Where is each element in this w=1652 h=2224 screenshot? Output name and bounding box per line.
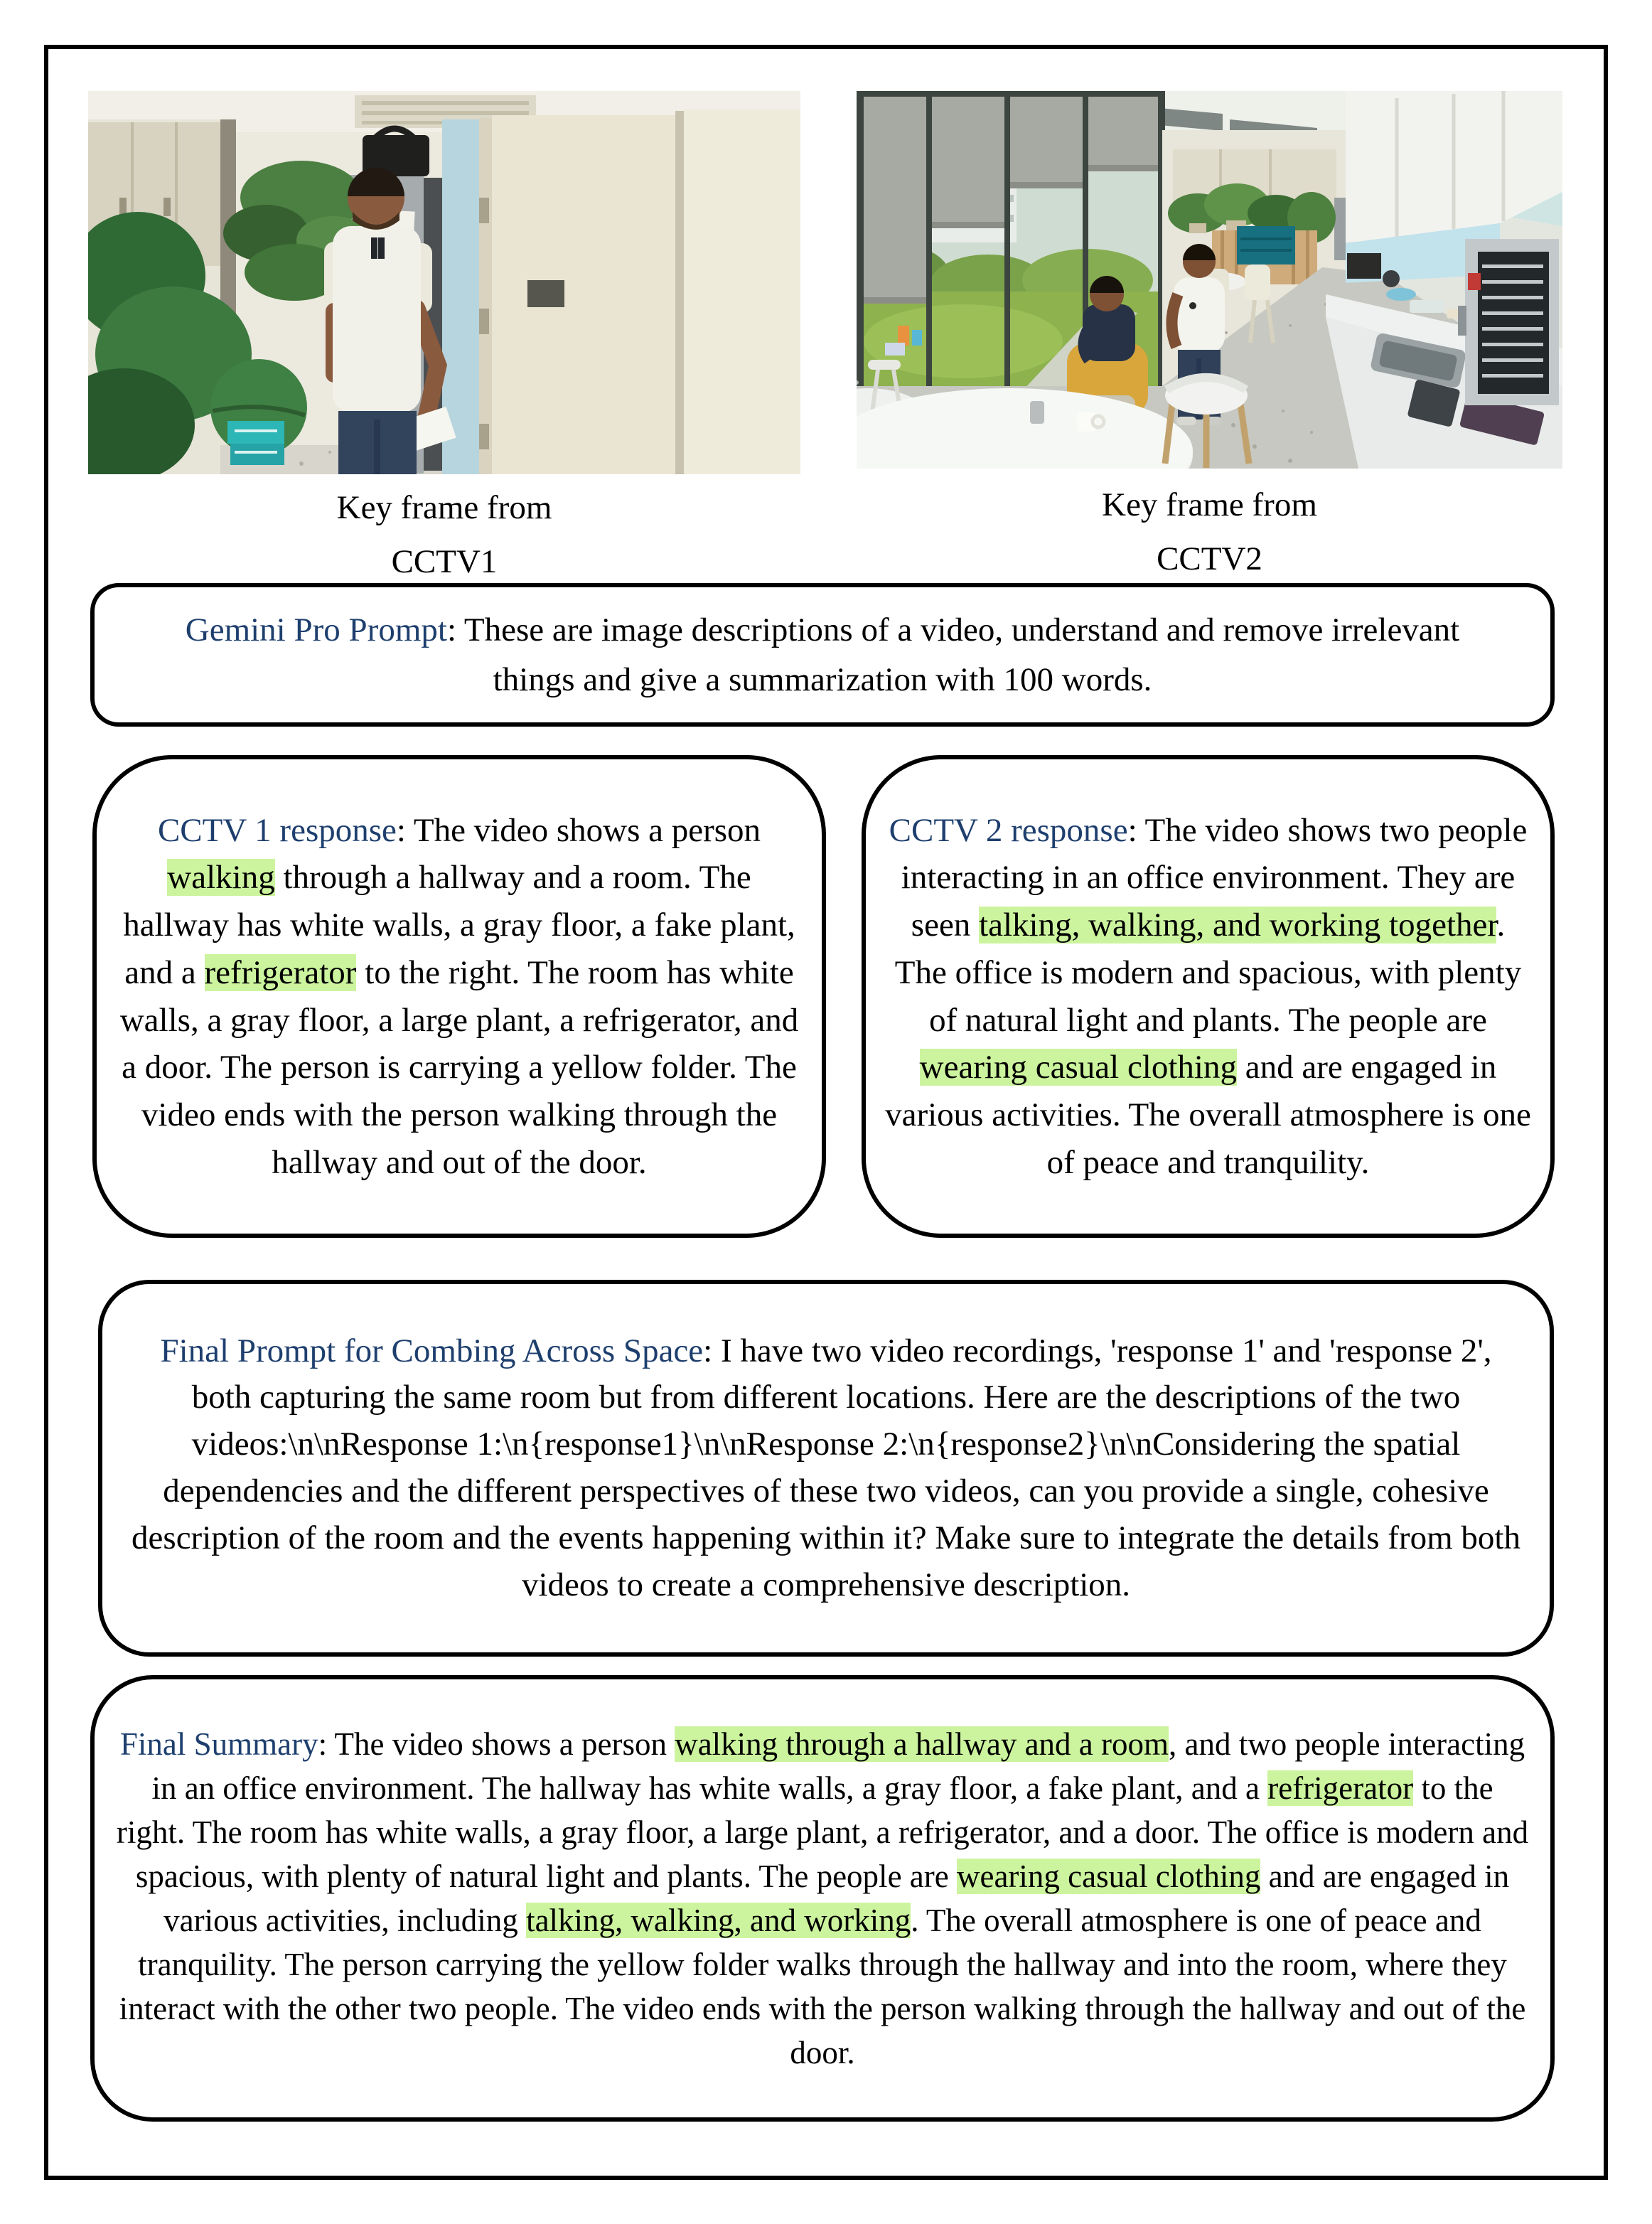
teal-cabinet xyxy=(1237,226,1295,264)
caption-line: Key frame from xyxy=(336,489,552,526)
cctv1-response-box xyxy=(92,755,826,1238)
door-frame xyxy=(479,118,492,474)
cctv1-response-text xyxy=(115,807,803,1187)
final-prompt-body: : I have two video recordings, 'response 1' and 'response 2', both capturing the same room but from different locations. Here are the descriptions of the two videos:\n\nResponse 1:\n{response1}\n\nResponse 2:\n{response2}\n\nConsidering the spatial dependencies and the different perspectives of these two videos, can you provide a single, cohesive description of the room and the events happening within it? Make sure to integrate the details from both videos to create a comprehensive description. xyxy=(132,1332,1520,1603)
final-summary-text xyxy=(116,1722,1529,2075)
snack-pack xyxy=(885,343,905,355)
white-tshirt xyxy=(1174,277,1225,353)
gemini-prompt-body: : These are image descriptions of a video, understand and remove irrelevant things and give a summarization with 100 words. xyxy=(446,611,1460,698)
door xyxy=(492,109,800,474)
cctv1-response-label: CCTV 1 response xyxy=(157,811,397,849)
cctv1-response-body: : The video shows a person walking through a hallway and a room. The hallway has white walls, a gray floor, a fake plant, and a refrigerator to the right. The room has white walls, a gray floor, a large plant, a refrigerator, and a door. The person is carrying a yellow folder. The video ends with the person walking through the hallway and out of the door. xyxy=(119,811,799,1181)
shoe xyxy=(1176,417,1196,425)
white-chair xyxy=(868,360,901,370)
final-prompt-text xyxy=(131,1328,1521,1609)
jeans-seam xyxy=(374,419,380,474)
arm xyxy=(1171,294,1178,347)
dispenser-tap xyxy=(1458,306,1466,336)
sunglasses-on-collar xyxy=(371,237,377,259)
gemini-prompt-box xyxy=(90,583,1555,727)
microwave xyxy=(1347,253,1381,279)
can xyxy=(1030,401,1044,424)
final-summary-body: : The video shows a person walking through a hallway and a room, and two people interacting in an office environment. The hallway has white walls, a gray floor, a fake plant, and a refrigerator to the right. The room has white walls, a gray floor, a large plant, a refrigerator, and a door. The office is modern and spacious, with plenty of natural light and plants. The people are wearing casual clothing and are engaged in various activities, including talking, walking, and working. The overall atmosphere is one of peace and tranquility. The person carrying the yellow folder walks through the hallway and into the room, where they interact with the other two people. The video ends with the person walking through the hallway and out of the door. xyxy=(116,1726,1529,2071)
door-astragal xyxy=(675,111,684,474)
gemini-prompt-label: Gemini Pro Prompt xyxy=(185,611,447,648)
cctv1-caption xyxy=(88,481,800,589)
snack-bottle xyxy=(898,326,909,346)
cctv2-response-text xyxy=(881,807,1535,1187)
final-prompt-box xyxy=(98,1280,1554,1657)
cctv1-keyframe-photo xyxy=(88,91,800,474)
cctv2-response-label: CCTV 2 response xyxy=(889,811,1128,849)
cctv1-scene xyxy=(88,91,800,474)
cctv2-response-box xyxy=(862,755,1555,1238)
gemini-prompt-text xyxy=(144,605,1501,705)
snack-pack xyxy=(912,330,922,346)
caption-line: CCTV2 xyxy=(1157,540,1262,578)
caption-line: CCTV1 xyxy=(391,543,498,581)
door-sign xyxy=(527,280,564,307)
cctv2-response-body: : The video shows two people interacting in an office environment. They are seen talking, walking, and working together. The office is modern and spacious, with plenty of natural light and plants. The people are wearing casual clothing and are engaged in various activities. The overall atmosphere is one of peace and tranquility. xyxy=(885,811,1531,1181)
arm xyxy=(1084,326,1091,360)
final-summary-box xyxy=(90,1675,1555,2122)
teal-boxes xyxy=(227,421,284,465)
cctv2-caption xyxy=(857,478,1562,586)
shirt-logo xyxy=(1189,302,1196,309)
container xyxy=(1410,300,1444,313)
final-summary-label: Final Summary xyxy=(119,1726,318,1762)
cctv2-keyframe-photo xyxy=(857,91,1562,469)
water-dispenser xyxy=(1458,239,1559,405)
sunglasses-on-collar xyxy=(378,237,385,259)
final-prompt-label: Final Prompt for Combing Across Space xyxy=(160,1332,704,1369)
caption-line: Key frame from xyxy=(1102,486,1317,523)
blue-bowl xyxy=(1386,288,1416,301)
cream-chair xyxy=(1245,264,1270,300)
cctv2-scene xyxy=(857,91,1562,469)
kettle xyxy=(1383,270,1400,287)
red-sticker xyxy=(1468,273,1481,290)
